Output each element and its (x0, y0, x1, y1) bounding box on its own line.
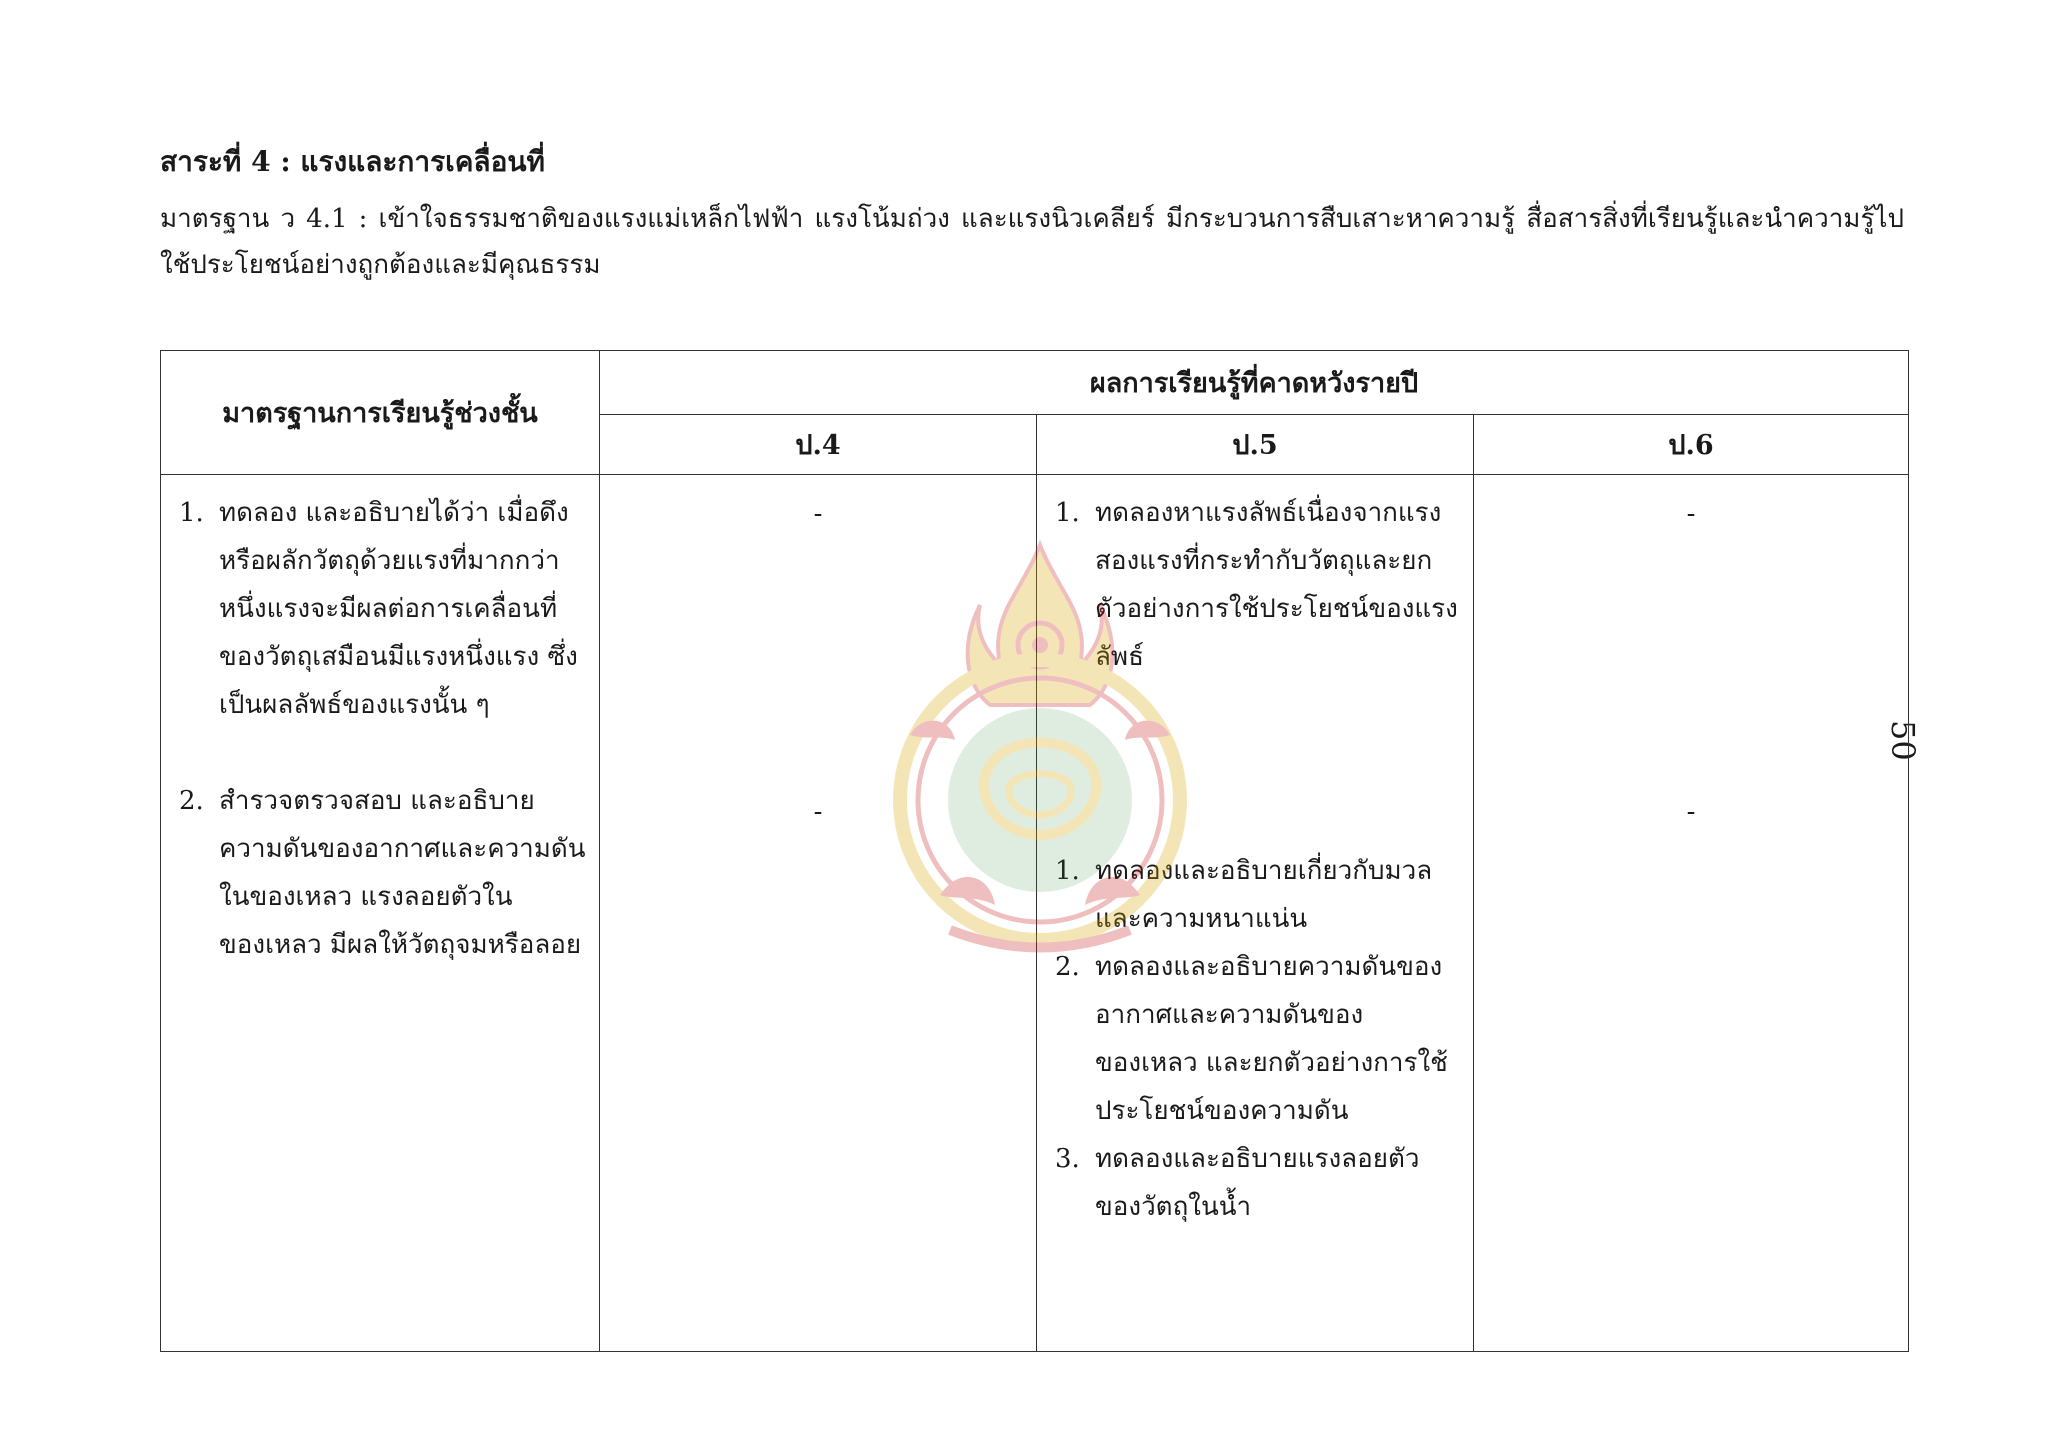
list-item: 1. ทดลองและอธิบายเกี่ยวกับมวลและความหนาแน่น (1055, 856, 1433, 934)
header-expected-outcomes: ผลการเรียนรู้ที่คาดหวังรายปี (600, 351, 1909, 415)
grade-5-cell (1037, 475, 1474, 1352)
standard-description: มาตรฐาน ว 4.1 : เข้าใจธรรมชาติของแรงแม่เหล็กไฟฟ้า แรงโน้มถ่วง และแรงนิวเคลียร์ มีกระบวนการสืบเสาะหาความรู้ สื่อสารสิ่งที่เรียนรู้และนำความรู้ไปใช้ประโยชน์อย่างถูกต้องและมีคุณธรรม (160, 204, 1904, 280)
header-grade-5: ป.5 (1037, 415, 1474, 475)
grade-4-cell (600, 475, 1037, 1352)
table-header-row (161, 351, 1909, 415)
list-item: 1. ทดลองหาแรงลัพธ์เนื่องจากแรงสองแรงที่กระทำกับวัตถุและยกตัวอย่างการใช้ประโยชน์ของแรงลัพธ์ (1055, 498, 1458, 672)
header-grade-4: ป.4 (600, 415, 1037, 475)
empty-marker: - (1686, 797, 1696, 827)
page-number: 50 (1884, 720, 1922, 761)
grade-6-cell (1474, 475, 1909, 1352)
empty-marker: - (813, 499, 823, 529)
learning-outcomes-table (160, 350, 1909, 1352)
list-item: 2. ทดลองและอธิบายความดันของอากาศและความดันของของเหลว และยกตัวอย่างการใช้ประโยชน์ของความดัน (1055, 952, 1448, 1126)
page-title: สาระที่ 4 : แรงและการเคลื่อนที่ (160, 145, 545, 178)
empty-marker: - (813, 797, 823, 827)
list-item: 2. สำรวจตรวจสอบ และอธิบายความดันของอากาศและความดันในของเหลว แรงลอยตัวในของเหลว มีผลให้วัตถุจมหรือลอย (179, 786, 586, 960)
header-standard: มาตรฐานการเรียนรู้ช่วงชั้น (161, 351, 600, 475)
list-item: 1. ทดลอง และอธิบายได้ว่า เมื่อดึงหรือผลักวัตถุด้วยแรงที่มากกว่าหนึ่งแรงจะมีผลต่อการเคลื่อนที่ของวัตถุเสมือนมีแรงหนึ่งแรง ซึ่งเป็นผลลัพธ์ของแรงนั้น ๆ (179, 498, 578, 720)
list-item: 3. ทดลองและอธิบายแรงลอยตัวของวัตถุในน้ำ (1055, 1144, 1420, 1222)
header-grade-6: ป.6 (1474, 415, 1909, 475)
standards-cell (161, 475, 600, 1352)
table-row (161, 475, 1909, 1352)
empty-marker: - (1686, 499, 1696, 529)
